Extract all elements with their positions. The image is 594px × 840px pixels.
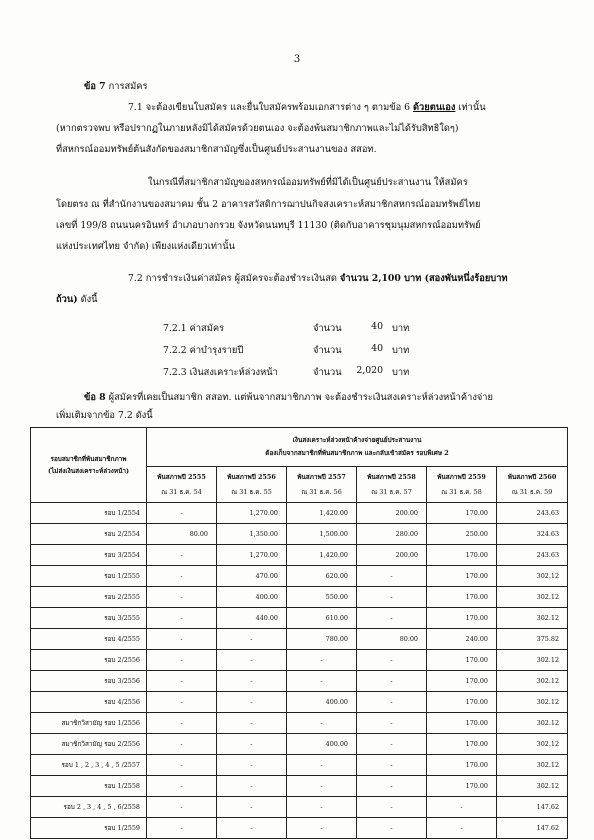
row-value: 610.00 bbox=[287, 608, 357, 629]
fee-7-2-2-label: 7.2.2 ค่าบำรุงรายปี bbox=[163, 345, 244, 356]
section7-number: ข้อ 7 bbox=[84, 81, 106, 92]
row-value: 280.00 bbox=[357, 524, 427, 545]
row-value: - bbox=[147, 608, 217, 629]
overdue-contribution-table bbox=[30, 427, 568, 839]
year-header-date: ณ 31 ธ.ค. 56 bbox=[301, 487, 342, 496]
fee-7-2-3-word: จำนวน bbox=[313, 367, 342, 378]
row-value: 170.00 bbox=[427, 755, 497, 776]
row-value: 240.00 bbox=[427, 629, 497, 650]
para-7-2-line2 bbox=[56, 289, 556, 311]
row-value: 302.12 bbox=[497, 776, 568, 797]
row-value: - bbox=[147, 566, 217, 587]
fee-7-2-1-amount: 40 bbox=[371, 321, 383, 332]
table-row bbox=[31, 524, 568, 545]
row-value: 1,350.00 bbox=[217, 524, 287, 545]
fee-7-2-1-label: 7.2.1 ค่าสมัคร bbox=[163, 323, 225, 334]
table-row bbox=[31, 503, 568, 524]
section7-heading bbox=[84, 76, 584, 98]
row-value: 375.82 bbox=[497, 629, 568, 650]
row-value: - bbox=[217, 776, 287, 797]
para-7-1-emphasis: ด้วยตนเอง bbox=[413, 102, 456, 113]
row-value: - bbox=[147, 587, 217, 608]
row-value: - bbox=[217, 755, 287, 776]
table-row bbox=[31, 734, 568, 755]
para-7-2-tail: ดังนี้ bbox=[77, 294, 98, 305]
row-value: - bbox=[357, 671, 427, 692]
table-row bbox=[31, 650, 568, 671]
row-value: 1,270.00 bbox=[217, 545, 287, 566]
table-year-header-6 bbox=[497, 467, 568, 503]
row-value: 440.00 bbox=[217, 608, 287, 629]
row-value: - bbox=[287, 776, 357, 797]
fee-7-2-3-unit: บาท bbox=[392, 367, 410, 378]
row-value: 302.12 bbox=[497, 587, 568, 608]
table-group-header-line1: เงินสงเคราะห์ล่วงหน้าค้างจ่ายศูนย์ประสานงาน bbox=[292, 436, 422, 444]
para-7-2-amount: จำนวน 2,100 บาท (สองพันหนึ่งร้อยบาท bbox=[339, 273, 508, 284]
para-case-line2: โดยตรง ณ ที่สำนักงานของสมาคม ชั้น 2 อาคารสวัสดิการฌาปนกิจสงเคราะห์สมาชิกสหกรณ์ออมทรัพย์ไทย bbox=[56, 199, 481, 210]
row-label: สมาชิกวิสามัญ รอบ 2/2556 bbox=[31, 734, 147, 755]
row-value: 1,420.00 bbox=[287, 545, 357, 566]
table-row bbox=[31, 692, 568, 713]
row-label: รอบ 1 , 2 , 3 , 4 , 5 /2557 bbox=[31, 755, 147, 776]
fee-7-2-2-unit: บาท bbox=[392, 345, 410, 356]
row-value: 170.00 bbox=[427, 734, 497, 755]
table-row bbox=[31, 587, 568, 608]
year-header-date: ณ 31 ธ.ค. 59 bbox=[511, 487, 553, 496]
para-case-line3: เลขที่ 199/8 ถนนนครอินทร์ อำเภอบางกรวย จังหวัดนนทบุรี 11130 (ติดกับอาคารชุมนุมสหกรณ์ออมทรัพย์ bbox=[56, 220, 481, 231]
row-label: รอบ 3/2555 bbox=[31, 608, 147, 629]
row-value: 302.12 bbox=[497, 650, 568, 671]
table-year-header-1 bbox=[147, 467, 217, 503]
para-7-2-amount-end: ถ้วน) bbox=[56, 294, 78, 305]
row-value: 170.00 bbox=[427, 713, 497, 734]
table-row bbox=[31, 755, 568, 776]
row-value: 1,500.00 bbox=[287, 524, 357, 545]
row-value: 147.62 bbox=[497, 797, 568, 818]
page-number: 3 bbox=[293, 54, 301, 65]
row-value: - bbox=[287, 818, 357, 839]
row-value: 470.00 bbox=[217, 566, 287, 587]
row-value: - bbox=[217, 692, 287, 713]
row-value: - bbox=[357, 692, 427, 713]
row-value: 1,420.00 bbox=[287, 503, 357, 524]
row-value: - bbox=[427, 797, 497, 818]
year-header-title: พ้นสภาพปี 2555 bbox=[157, 472, 206, 481]
fee-7-2-3-amount: 2,020 bbox=[356, 365, 383, 376]
row-value: 200.00 bbox=[357, 503, 427, 524]
row-value: 243.63 bbox=[497, 545, 568, 566]
row-value: 302.12 bbox=[497, 608, 568, 629]
year-header-date: ณ 31 ธ.ค. 57 bbox=[371, 487, 412, 496]
table-row bbox=[31, 776, 568, 797]
table-group-header bbox=[147, 428, 568, 467]
table-group-header-line2: ต้องเก็บจากสมาชิกที่พ้นสมาชิกภาพ และกลับเข้าสมัคร รอบพิเศษ 2 bbox=[265, 449, 449, 457]
row-value: - bbox=[287, 650, 357, 671]
row-value: 302.12 bbox=[497, 734, 568, 755]
year-header-title: พ้นสภาพปี 2559 bbox=[437, 472, 486, 481]
row-label: รอบ 4/2555 bbox=[31, 629, 147, 650]
row-value: - bbox=[357, 818, 427, 839]
row-value: - bbox=[147, 818, 217, 839]
row-label: รอบ 2/2555 bbox=[31, 587, 147, 608]
fee-7-2-3-label: 7.2.3 เงินสงเคราะห์ล่วงหน้า bbox=[163, 367, 278, 378]
row-value: - bbox=[147, 755, 217, 776]
row-value: - bbox=[287, 755, 357, 776]
year-header-date: ณ 31 ธ.ค. 58 bbox=[441, 487, 482, 496]
year-header-date: ณ 31 ธ.ค. 55 bbox=[231, 487, 272, 496]
row-value: 250.00 bbox=[427, 524, 497, 545]
row-value: 400.00 bbox=[287, 734, 357, 755]
row-label: รอบ 3/2554 bbox=[31, 545, 147, 566]
fee-7-2-2-amount: 40 bbox=[371, 343, 383, 354]
row-value: - bbox=[217, 734, 287, 755]
row-label: รอบ 4/2556 bbox=[31, 692, 147, 713]
para-7-1-line1 bbox=[128, 97, 594, 119]
year-header-title: พ้นสภาพปี 2557 bbox=[297, 472, 346, 481]
para-7-1-line3: ที่สหกรณ์ออมทรัพย์ต้นสังกัดของสมาชิกสามัญซึ่งเป็นศูนย์ประสานงานของ สสอท. bbox=[56, 144, 377, 155]
row-value: 324.63 bbox=[497, 524, 568, 545]
table-row bbox=[31, 671, 568, 692]
row-value: 302.12 bbox=[497, 566, 568, 587]
row-value: 170.00 bbox=[427, 566, 497, 587]
row-value: 80.00 bbox=[357, 629, 427, 650]
row-label: รอบ 1/2558 bbox=[31, 776, 147, 797]
row-value: - bbox=[217, 629, 287, 650]
row-value: 170.00 bbox=[427, 776, 497, 797]
row-value: - bbox=[357, 797, 427, 818]
row-value: 170.00 bbox=[427, 671, 497, 692]
para-7-1-line2: (หากตรวจพบ หรือปรากฏในภายหลังมิได้สมัครด้วยตนเอง จะต้องพ้นสมาชิกภาพและไม่ได้รับสิทธิใดๆ) bbox=[56, 123, 459, 134]
row-label: รอบ 2 , 3 , 4 , 5 , 6/2558 bbox=[31, 797, 147, 818]
section8-number: ข้อ 8 bbox=[84, 392, 106, 403]
year-header-title: พ้นสภาพปี 2556 bbox=[227, 472, 276, 481]
row-value: - bbox=[147, 545, 217, 566]
row-value: - bbox=[217, 713, 287, 734]
table-row bbox=[31, 566, 568, 587]
fee-7-2-1-word: จำนวน bbox=[313, 323, 342, 334]
row-value: 170.00 bbox=[427, 503, 497, 524]
row-value: - bbox=[357, 776, 427, 797]
row-value: - bbox=[147, 650, 217, 671]
row-value: 170.00 bbox=[427, 545, 497, 566]
row-value: - bbox=[217, 797, 287, 818]
row-value: 302.12 bbox=[497, 671, 568, 692]
row-value: 302.12 bbox=[497, 713, 568, 734]
row-value: 170.00 bbox=[427, 608, 497, 629]
row-value: - bbox=[217, 818, 287, 839]
table-year-header-5 bbox=[427, 467, 497, 503]
table-rowheader-line2: (ไม่ส่งเงินสงเคราะห์ล่วงหน้า) bbox=[47, 467, 130, 475]
row-value: 200.00 bbox=[357, 545, 427, 566]
row-value: 780.00 bbox=[287, 629, 357, 650]
table-row bbox=[31, 545, 568, 566]
row-value: - bbox=[357, 734, 427, 755]
section8-text: ผู้สมัครที่เคยเป็นสมาชิก สสอท. แต่พ้นจากสมาชิกภาพ จะต้องชำระเงินสงเคราะห์ล่วงหน้าค้างจ่าย bbox=[108, 392, 493, 403]
fee-7-2-2-word: จำนวน bbox=[313, 345, 342, 356]
row-value: - bbox=[147, 629, 217, 650]
row-value: - bbox=[147, 713, 217, 734]
para-7-2-line1 bbox=[128, 268, 594, 290]
row-value: - bbox=[217, 650, 287, 671]
row-label: สมาชิกวิสามัญ รอบ 1/2556 bbox=[31, 713, 147, 734]
row-value: 80.00 bbox=[147, 524, 217, 545]
row-value: - bbox=[287, 671, 357, 692]
section7-title: การสมัคร bbox=[108, 81, 148, 92]
table-row bbox=[31, 629, 568, 650]
year-header-date: ณ 31 ธ.ค. 54 bbox=[161, 487, 202, 496]
table-row bbox=[31, 797, 568, 818]
row-value: - bbox=[147, 734, 217, 755]
table-row bbox=[31, 818, 568, 839]
table-year-header-3 bbox=[287, 467, 357, 503]
table-rowheader-line1: รอบสมาชิกที่พ้นสมาชิกภาพ bbox=[50, 455, 127, 463]
row-value: - bbox=[217, 671, 287, 692]
table-body bbox=[31, 503, 568, 839]
para-7-1-tail: เท่านั้น bbox=[455, 102, 486, 113]
row-value: 147.62 bbox=[497, 818, 568, 839]
para-case-line1: ในกรณีที่สมาชิกสามัญของสหกรณ์ออมทรัพย์ที่มิได้เป็นศูนย์ประสานงาน ให้สมัคร bbox=[148, 177, 468, 188]
section8-line2: เพิ่มเติมจากข้อ 7.2 ดังนี้ bbox=[56, 410, 153, 421]
row-label: รอบ 2/2556 bbox=[31, 650, 147, 671]
row-value: - bbox=[357, 608, 427, 629]
row-value: - bbox=[147, 692, 217, 713]
row-value: - bbox=[147, 797, 217, 818]
row-value: - bbox=[357, 587, 427, 608]
row-value: 400.00 bbox=[287, 692, 357, 713]
para-7-2-text: 7.2 การชำระเงินค่าสมัคร ผู้สมัครจะต้องชำระเงินสด bbox=[128, 273, 340, 284]
row-value: 550.00 bbox=[287, 587, 357, 608]
row-value: - bbox=[287, 797, 357, 818]
table-year-header-4 bbox=[357, 467, 427, 503]
row-value: - bbox=[427, 818, 497, 839]
row-value: 170.00 bbox=[427, 587, 497, 608]
row-value: - bbox=[147, 671, 217, 692]
row-label: รอบ 1/2559 bbox=[31, 818, 147, 839]
row-value: 302.12 bbox=[497, 755, 568, 776]
row-label: รอบ 2/2554 bbox=[31, 524, 147, 545]
table-row bbox=[31, 713, 568, 734]
row-value: 1,270.00 bbox=[217, 503, 287, 524]
row-value: - bbox=[357, 713, 427, 734]
row-value: - bbox=[147, 776, 217, 797]
table-rowheader bbox=[31, 428, 147, 503]
row-value: 400.00 bbox=[217, 587, 287, 608]
row-label: รอบ 1/2555 bbox=[31, 566, 147, 587]
row-value: 243.63 bbox=[497, 503, 568, 524]
year-header-title: พ้นสภาพปี 2560 bbox=[507, 472, 557, 481]
row-value: 170.00 bbox=[427, 650, 497, 671]
row-value: 302.12 bbox=[497, 692, 568, 713]
row-label: รอบ 1/2554 bbox=[31, 503, 147, 524]
fee-7-2-1-unit: บาท bbox=[392, 323, 410, 334]
year-header-title: พ้นสภาพปี 2558 bbox=[367, 472, 416, 481]
row-label: รอบ 3/2556 bbox=[31, 671, 147, 692]
table-row bbox=[31, 608, 568, 629]
row-value: - bbox=[287, 713, 357, 734]
row-value: - bbox=[357, 650, 427, 671]
para-7-1-text: 7.1 จะต้องเขียนใบสมัคร และยื่นใบสมัครพร้อมเอกสารต่าง ๆ ตามข้อ 6 bbox=[128, 102, 413, 113]
row-value: 620.00 bbox=[287, 566, 357, 587]
row-value: - bbox=[147, 503, 217, 524]
row-value: - bbox=[357, 755, 427, 776]
table-year-header-2 bbox=[217, 467, 287, 503]
para-case-line4: แห่งประเทศไทย จำกัด) เพียงแห่งเดียวเท่านั้น bbox=[56, 241, 235, 252]
row-value: - bbox=[357, 566, 427, 587]
row-value: 170.00 bbox=[427, 692, 497, 713]
